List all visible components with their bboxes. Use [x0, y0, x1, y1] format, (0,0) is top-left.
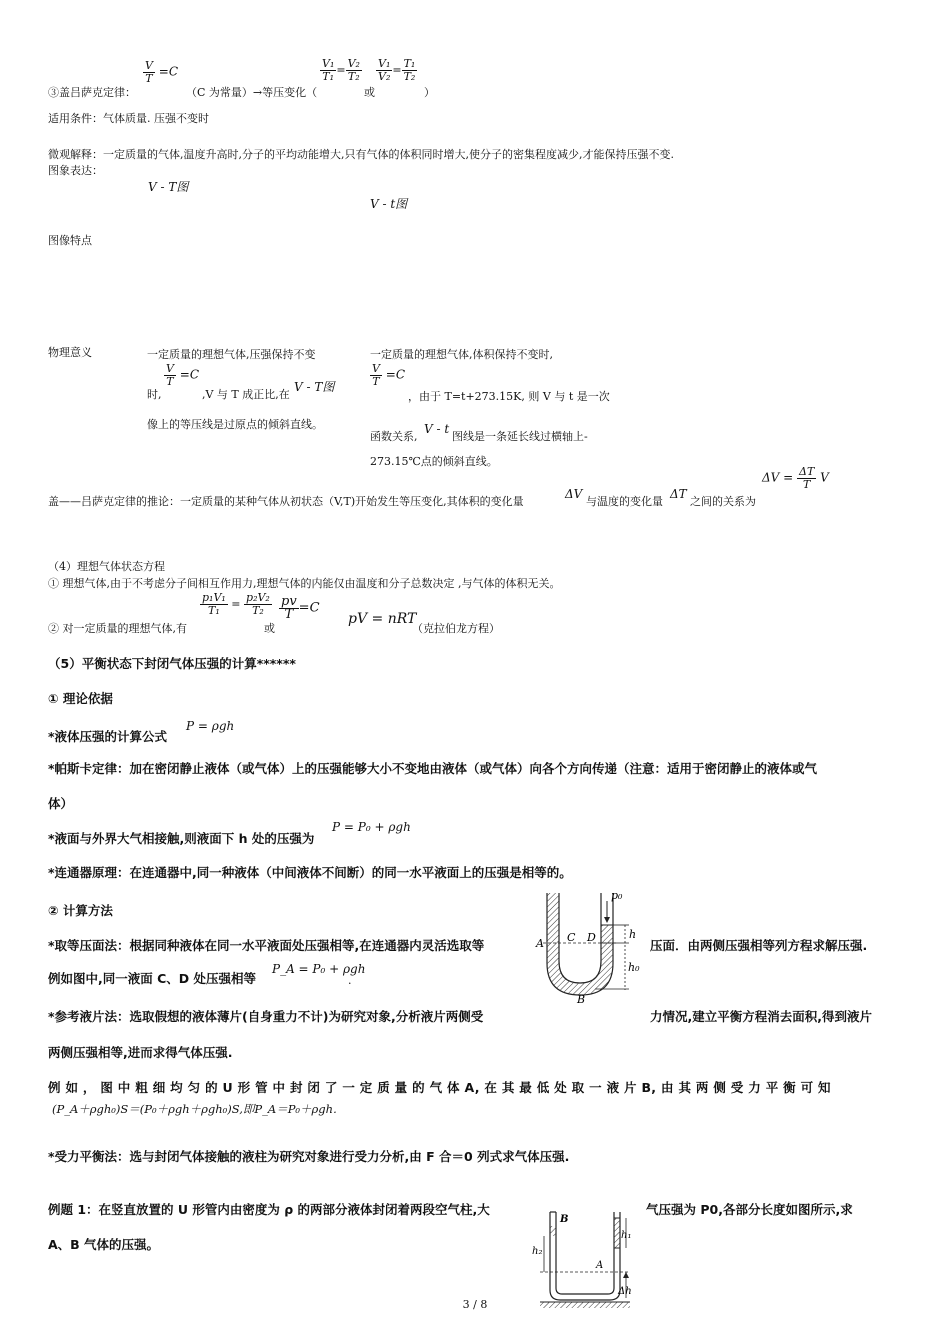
left-col-2a: 时,: [147, 388, 162, 401]
formula-v-over-t: $\frac{V}{T}$ =C: [145, 59, 179, 85]
surface-formula: P = P₀ + ρgh: [332, 820, 411, 834]
fig1-h0: h₀: [628, 961, 640, 974]
const-note: （C 为常量）→等压变化（: [186, 86, 318, 99]
corollary-c: 之间的关系为: [690, 495, 756, 508]
u-tube-figure-1: [535, 885, 645, 1003]
equal-surface-b: 压面．由两侧压强相等列方程求解压强.: [650, 938, 868, 953]
corollary-b: 与温度的变化量: [586, 495, 663, 508]
fig1-p0: p₀: [611, 889, 623, 902]
equal-surface: *取等压面法：根据同种液体在同一水平液面处压强相等,在连通器内灵活选取等: [48, 938, 485, 953]
left-col-1: 一定质量的理想气体,压强保持不变: [147, 348, 316, 361]
connector-principle: *连通器原理：在连通器中,同一种液体（中间液体不间断）的同一水平液面上的压强是相等的。: [48, 865, 572, 880]
close-paren: ）: [424, 86, 435, 99]
ref-slice: *参考液片法：选取假想的液体薄片(自身重力不计)为研究对象,分析液片两侧受: [48, 1009, 484, 1024]
force-balance: *受力平衡法：选与封闭气体接触的液柱为研究对象进行受力分析,由 F 合＝0 列式求气体压强.: [48, 1149, 570, 1164]
delta-v: ΔV: [565, 487, 583, 501]
formula-ratios: $\frac{\text{V₁}}{\text{T₁}}$ = $\frac{\text{V₂}}{\text{T₂}}$: [322, 57, 360, 83]
example-cd-formula: P_A = P₀ + ρgh: [272, 962, 366, 976]
fig1-a: A: [536, 937, 544, 950]
example-b-eq: (P_A＋ρgh₀)S＝(P₀＋ρgh＋ρgh₀)S,即P_A＝P₀＋ρgh.: [52, 1102, 337, 1116]
ref-slice-b: 力情况,建立平衡方程消去面积,得到液片: [650, 1009, 872, 1024]
micro-explanation: 微观解释：一定质量的气体,温度升高时,分子的平均动能增大,只有气体的体积同时增大,使分子的密集程度减少,才能保持压强不变.: [48, 148, 674, 161]
graph-expression: 图象表达：: [48, 164, 103, 177]
fig2-a: A: [596, 1260, 604, 1271]
formula-corollary: ΔV = $\frac{\Delta T}{T}$ V: [762, 465, 829, 491]
method-heading: ② 计算方法: [48, 903, 113, 918]
page-number: 3 / 8: [462, 1298, 488, 1311]
law-label: ③盖吕萨克定律：: [48, 86, 136, 99]
right-col-4: 273.15℃点的倾斜直线。: [370, 455, 498, 468]
liquid-formula: P = ρgh: [186, 719, 235, 733]
theory-heading: ① 理论依据: [48, 691, 113, 706]
corollary-a: 盖——吕萨克定律的推论：一定质量的某种气体从初状态（V,T)开始发生等压变化,其体积的变化量: [48, 495, 524, 508]
right-col-2: ，由于 T=t+273.15K, 则 V 与 t 是一次: [408, 390, 610, 403]
example-cd: 例如图中,同一液面 C、D 处压强相等: [48, 971, 257, 986]
pressure-heading: （5）平衡状态下封闭气体压强的计算******: [48, 656, 296, 671]
ideal-or-word: 或: [264, 622, 275, 635]
ideal-gas-item1: ① 理想气体,由于不考虑分子间相互作用力,理想气体的内能仅由温度和分子总数决定 ,与气体的体积无关。: [48, 577, 561, 590]
fig1-c: C: [567, 931, 576, 944]
liquid-formula-label: *液体压强的计算公式: [48, 729, 168, 744]
surface-label: *液面与外界大气相接触,则液面下 h 处的压强为: [48, 831, 315, 846]
period: .: [348, 974, 352, 987]
ideal-gas-heading: （4）理想气体状态方程: [48, 560, 165, 573]
example1-b: 气压强为 P0,各部分长度如图所示,求: [646, 1202, 853, 1217]
left-col-2b: ,V 与 T 成正比,在: [202, 388, 290, 401]
formula-combined: $\frac{\text{p₁V₁}}{\text{T₁}}$ = $\frac{\text{p₂V₂}}{\text{T₂}}$: [202, 591, 270, 617]
ref-slice-c: 两侧压强相等,进而求得气体压强.: [48, 1045, 233, 1060]
left-col-2c: V - T图: [294, 380, 335, 394]
fig1-h: h: [629, 928, 637, 941]
right-col-1: 一定质量的理想气体,体积保持不变时,: [370, 348, 553, 361]
vt2-graph-label: V - t图: [370, 197, 408, 211]
graph-features: 图像特点: [48, 234, 92, 247]
fig2-h2: h₂: [532, 1246, 543, 1257]
pascal-law: *帕斯卡定律：加在密闭静止液体（或气体）上的压强能够大小不变地由液体（或气体）向各个方向传递（注意：适用于密闭静止的液体或气: [48, 761, 818, 776]
right-col-3a: 函数关系,: [370, 430, 418, 443]
example-b: 例 如 ， 图 中 粗 细 均 匀 的 U 形 管 中 封 闭 了 一 定 质 量 的 气 体 A, 在 其 最 低 处 取 一 液 片 B, 由 其 两 侧 受 力 平 衡 可 知: [48, 1080, 831, 1095]
physics-meaning: 物理意义: [48, 346, 92, 359]
example1-c: A、B 气体的压强。: [48, 1237, 160, 1252]
vt-graph-label: V - T图: [148, 180, 189, 194]
formula-ratios-alt: $\frac{\text{V₁}}{\text{V₂}}$ = $\frac{\text{T₁}}{\text{T₂}}$: [378, 57, 416, 83]
right-col-3c: 图线是一条延长线过横轴上-: [452, 430, 588, 443]
formula-v-over-t-3: $\frac{V}{T}$ =C: [372, 362, 406, 388]
fig2-b: B: [560, 1214, 569, 1225]
ideal-gas-item2: ② 对一定质量的理想气体,有: [48, 622, 187, 635]
fig2-dh: Δh: [618, 1286, 632, 1297]
or-word: 或: [364, 86, 375, 99]
left-col-3: 像上的等压线是过原点的倾斜直线。: [147, 418, 323, 431]
right-col-3b: V - t: [424, 422, 450, 436]
fig1-b: B: [577, 993, 586, 1003]
formula-pv-nrt: pV = nRT: [348, 611, 417, 627]
delta-t: ΔT: [670, 487, 687, 501]
formula-v-over-t-2: $\frac{V}{T}$ =C: [166, 362, 200, 388]
fig1-d: D: [587, 931, 596, 944]
pascal-law-tail: 体）: [48, 796, 74, 811]
formula-pv-over-t: $\frac{pv}{T}$ =C: [281, 594, 320, 622]
fig2-h1: h₁: [621, 1230, 632, 1241]
clapeyron-note: （克拉伯龙方程）: [412, 622, 500, 635]
u-tube-figure-2: [530, 1208, 640, 1310]
conditions: 适用条件：气体质量. 压强不变时: [48, 112, 209, 125]
example1-a: 例题 1：在竖直放置的 U 形管内由密度为 ρ 的两部分液体封闭着两段空气柱,大: [48, 1202, 490, 1217]
